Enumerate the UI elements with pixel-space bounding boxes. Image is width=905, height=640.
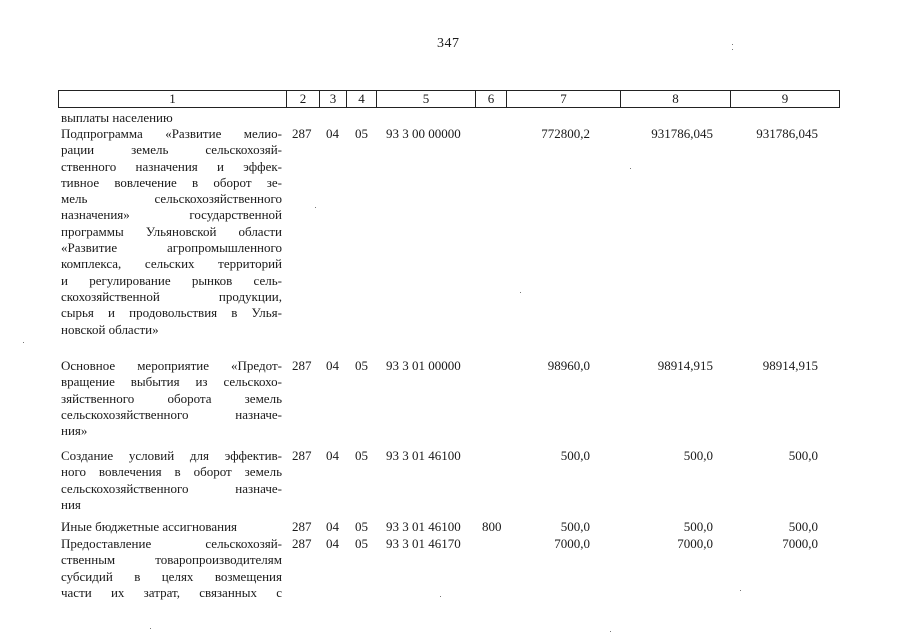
row-description xyxy=(61,358,282,439)
cell-col2: 287 xyxy=(292,126,312,141)
description-line: сырья и продовольствия в Улья- xyxy=(61,305,282,321)
column-header: 2 xyxy=(287,91,320,108)
cell-col9: 500,0 xyxy=(788,519,818,534)
cell-col7: 772800,2 xyxy=(541,126,590,141)
scan-speck xyxy=(732,44,733,45)
description-line: новской области» xyxy=(61,321,159,337)
description-line: программы Ульяновской области xyxy=(61,223,282,239)
column-header: 9 xyxy=(731,91,840,108)
cell-col7: 500,0 xyxy=(560,448,590,463)
cell-col3: 04 xyxy=(326,126,339,141)
description-line: сельскохозяйственного назначе- xyxy=(61,406,282,422)
cell-col3: 04 xyxy=(326,519,339,534)
row-description xyxy=(61,448,282,513)
cell-col2: 287 xyxy=(292,448,312,463)
cell-col2: 287 xyxy=(292,536,312,551)
description-line: ственного назначения и эффек- xyxy=(61,158,282,174)
cell-col8: 500,0 xyxy=(683,448,713,463)
description-line: субсидий в целях возмещения xyxy=(61,568,282,584)
cell-col9: 98914,915 xyxy=(762,358,818,373)
scan-speck xyxy=(732,49,733,50)
scan-speck xyxy=(520,292,521,293)
description-line: тивное вовлечение в оборот зе- xyxy=(61,174,282,190)
cell-col4: 05 xyxy=(355,126,368,141)
cell-col7: 500,0 xyxy=(560,519,590,534)
column-header: 3 xyxy=(320,91,347,108)
cell-col4: 05 xyxy=(355,536,368,551)
cell-col7: 7000,0 xyxy=(554,536,590,551)
cell-col9: 7000,0 xyxy=(782,536,818,551)
row-description xyxy=(61,536,282,601)
description-line: мель сельскохозяйственного xyxy=(61,191,282,207)
scan-speck xyxy=(610,631,611,632)
cell-col8: 98914,915 xyxy=(657,358,713,373)
description-line: рации земель сельскохозяй- xyxy=(61,142,282,158)
description-line: Иные бюджетные ассигнования xyxy=(61,519,238,534)
description-line: и регулирование рынков сель- xyxy=(61,272,282,288)
cell-col3: 04 xyxy=(326,536,339,551)
description-line: Создание условий для эффектив- xyxy=(61,448,282,463)
description-line: Подпрограмма «Развитие мелио- xyxy=(61,126,282,141)
column-header: 7 xyxy=(507,91,621,108)
column-header: 5 xyxy=(377,91,476,108)
cell-col3: 04 xyxy=(326,358,339,373)
column-header: 1 xyxy=(59,91,287,108)
description-line: ния» xyxy=(61,423,88,439)
scan-speck xyxy=(315,207,316,208)
column-header: 8 xyxy=(621,91,731,108)
row-description xyxy=(61,126,282,338)
row-description xyxy=(61,519,282,535)
page-number: 347 xyxy=(437,36,460,51)
cell-col5: 93 3 01 46100 xyxy=(386,448,461,463)
cell-col5: 93 3 01 00000 xyxy=(386,358,461,373)
description-line: ния xyxy=(61,496,81,512)
cell-col4: 05 xyxy=(355,358,368,373)
cell-col8: 7000,0 xyxy=(677,536,713,551)
row-description xyxy=(61,110,282,126)
description-line: Основное мероприятие «Предот- xyxy=(61,358,282,373)
description-line: вращение выбытия из сельскохо- xyxy=(61,374,282,390)
description-line: сельскохозяйственного назначе- xyxy=(61,480,282,496)
cell-col5: 93 3 01 46100 xyxy=(386,519,461,534)
description-line: выплаты населению xyxy=(61,110,173,125)
description-line: ственным товаропроизводителям xyxy=(61,552,282,568)
description-line: ного вовлечения в оборот земель xyxy=(61,464,282,480)
cell-col4: 05 xyxy=(355,448,368,463)
description-line: комплекса, сельских территорий xyxy=(61,256,282,272)
column-header: 4 xyxy=(347,91,377,108)
scan-speck xyxy=(440,596,441,597)
description-line: Предоставление сельскохозяй- xyxy=(61,536,282,551)
column-header: 6 xyxy=(476,91,507,108)
cell-col2: 287 xyxy=(292,358,312,373)
scan-speck xyxy=(630,168,631,169)
cell-col8: 931786,045 xyxy=(651,126,713,141)
description-line: «Развитие агропромышленного xyxy=(61,240,282,256)
cell-col9: 500,0 xyxy=(788,448,818,463)
cell-col6: 800 xyxy=(482,519,502,534)
description-line: части их затрат, связанных с xyxy=(61,584,282,600)
scan-speck xyxy=(740,590,741,591)
cell-col8: 500,0 xyxy=(683,519,713,534)
description-line: скохозяйственной продукции, xyxy=(61,288,282,304)
scan-speck xyxy=(150,628,151,629)
description-line: назначения» государственной xyxy=(61,207,282,223)
scan-speck xyxy=(23,342,24,343)
cell-col4: 05 xyxy=(355,519,368,534)
description-line: зяйственного оборота земель xyxy=(61,390,282,406)
cell-col9: 931786,045 xyxy=(756,126,818,141)
cell-col5: 93 3 01 46170 xyxy=(386,536,461,551)
cell-col3: 04 xyxy=(326,448,339,463)
cell-col2: 287 xyxy=(292,519,312,534)
cell-col5: 93 3 00 00000 xyxy=(386,126,461,141)
cell-col7: 98960,0 xyxy=(547,358,590,373)
